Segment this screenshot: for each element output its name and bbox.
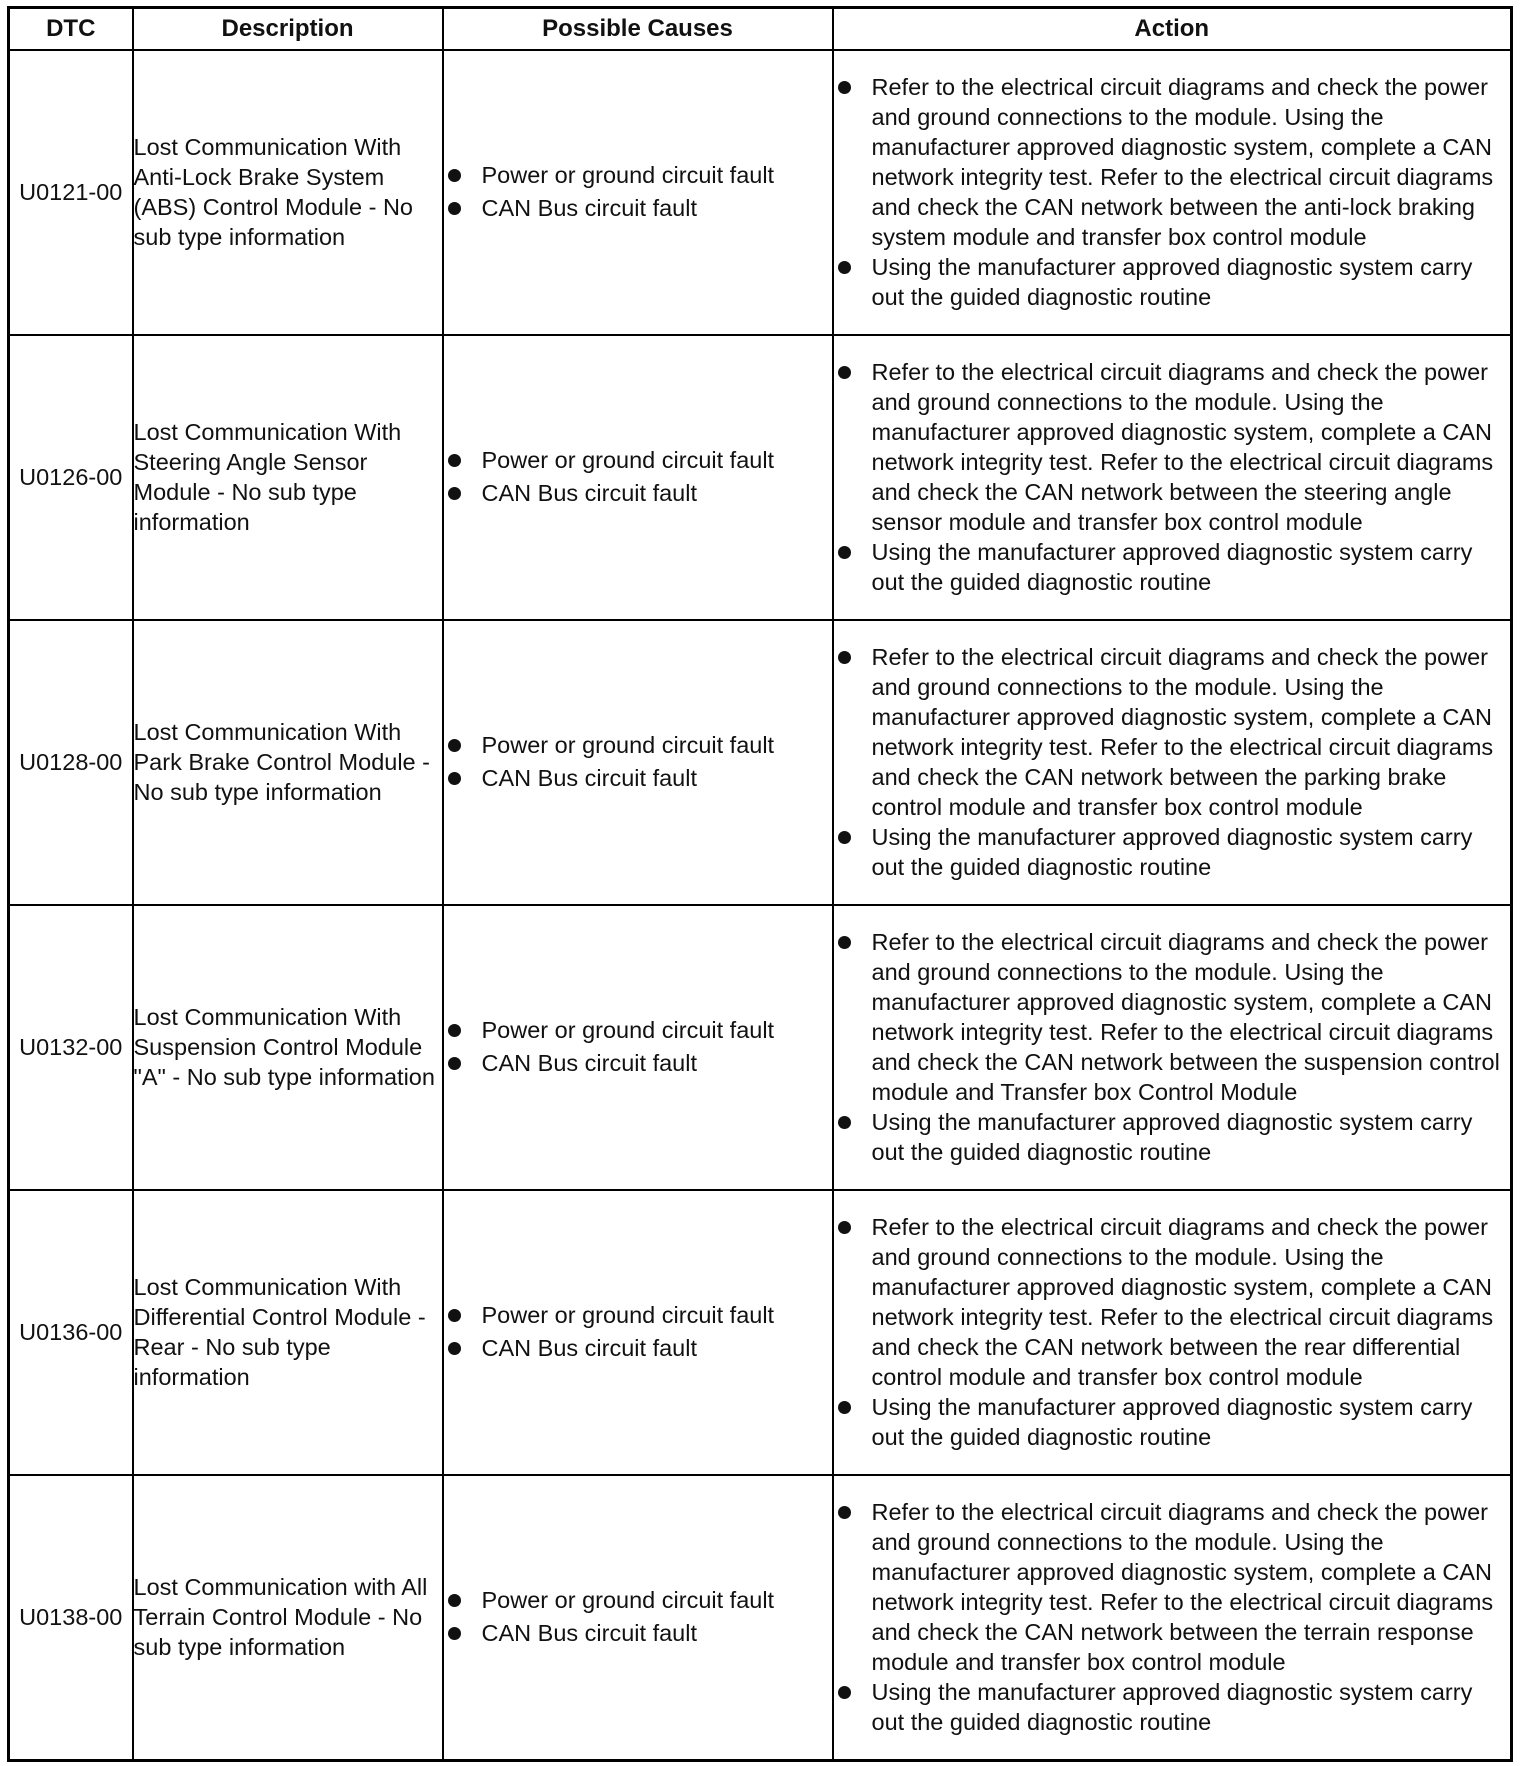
cause-item: CAN Bus circuit fault (444, 477, 832, 510)
dtc-description: Lost Communication With Park Brake Control Module - No sub type information (133, 620, 443, 905)
action-item: Refer to the electrical circuit diagrams and check the power and ground connections to the module. Using the manufacturer approved diagnostic system, complete a CAN network integrity test. Refer to the electrical circuit diagrams and check the CAN network between the terrain response module and transfer box control module (834, 1497, 1511, 1677)
action-item: Using the manufacturer approved diagnostic system carry out the guided diagnostic routine (834, 1107, 1511, 1167)
possible-causes-cell (443, 1475, 833, 1761)
action-item: Using the manufacturer approved diagnostic system carry out the guided diagnostic routine (834, 1677, 1511, 1737)
dtc-table (7, 6, 1513, 1762)
cause-item: CAN Bus circuit fault (444, 192, 832, 225)
dtc-code: U0136-00 (9, 1190, 133, 1475)
possible-causes-cell (443, 620, 833, 905)
possible-causes-cell (443, 50, 833, 335)
action-item: Using the manufacturer approved diagnostic system carry out the guided diagnostic routine (834, 252, 1511, 312)
cause-item: CAN Bus circuit fault (444, 1047, 832, 1080)
cause-item: Power or ground circuit fault (444, 1584, 832, 1617)
header-action: Action (833, 8, 1512, 51)
dtc-code: U0132-00 (9, 905, 133, 1190)
action-item: Refer to the electrical circuit diagrams and check the power and ground connections to the module. Using the manufacturer approved diagnostic system, complete a CAN network integrity test. Refer to the electrical circuit diagrams and check the CAN network between the parking brake control module and transfer box control module (834, 642, 1511, 822)
dtc-code: U0128-00 (9, 620, 133, 905)
dtc-description: Lost Communication with All Terrain Control Module - No sub type information (133, 1475, 443, 1761)
table-row (9, 620, 1512, 905)
action-cell (833, 50, 1512, 335)
table-row (9, 1475, 1512, 1761)
cause-item: Power or ground circuit fault (444, 1014, 832, 1047)
header-row (9, 8, 1512, 51)
cause-item: CAN Bus circuit fault (444, 762, 832, 795)
table-row (9, 50, 1512, 335)
action-cell (833, 905, 1512, 1190)
action-item: Using the manufacturer approved diagnostic system carry out the guided diagnostic routine (834, 822, 1511, 882)
dtc-code: U0121-00 (9, 50, 133, 335)
cause-item: Power or ground circuit fault (444, 444, 832, 477)
table-row (9, 905, 1512, 1190)
action-item: Using the manufacturer approved diagnostic system carry out the guided diagnostic routine (834, 537, 1511, 597)
dtc-code: U0126-00 (9, 335, 133, 620)
possible-causes-cell (443, 905, 833, 1190)
possible-causes-cell (443, 1190, 833, 1475)
header-dtc: DTC (9, 8, 133, 51)
table-row (9, 1190, 1512, 1475)
cause-item: Power or ground circuit fault (444, 1299, 832, 1332)
action-cell (833, 1475, 1512, 1761)
action-item: Refer to the electrical circuit diagrams and check the power and ground connections to the module. Using the manufacturer approved diagnostic system, complete a CAN network integrity test. Refer to the electrical circuit diagrams and check the CAN network between the rear differential control module and transfer box control module (834, 1212, 1511, 1392)
action-item: Refer to the electrical circuit diagrams and check the power and ground connections to the module. Using the manufacturer approved diagnostic system, complete a CAN network integrity test. Refer to the electrical circuit diagrams and check the CAN network between the steering angle sensor module and transfer box control module (834, 357, 1511, 537)
table-row (9, 335, 1512, 620)
dtc-document (7, 6, 1510, 1762)
possible-causes-cell (443, 335, 833, 620)
cause-item: Power or ground circuit fault (444, 729, 832, 762)
dtc-description: Lost Communication With Differential Control Module - Rear - No sub type information (133, 1190, 443, 1475)
dtc-description: Lost Communication With Suspension Control Module "A" - No sub type information (133, 905, 443, 1190)
header-description: Description (133, 8, 443, 51)
header-possible-causes: Possible Causes (443, 8, 833, 51)
action-cell (833, 620, 1512, 905)
cause-item: Power or ground circuit fault (444, 159, 832, 192)
cause-item: CAN Bus circuit fault (444, 1332, 832, 1365)
action-item: Using the manufacturer approved diagnostic system carry out the guided diagnostic routine (834, 1392, 1511, 1452)
action-cell (833, 1190, 1512, 1475)
cause-item: CAN Bus circuit fault (444, 1617, 832, 1650)
action-item: Refer to the electrical circuit diagrams and check the power and ground connections to the module. Using the manufacturer approved diagnostic system, complete a CAN network integrity test. Refer to the electrical circuit diagrams and check the CAN network between the anti-lock braking system module and transfer box control module (834, 72, 1511, 252)
action-item: Refer to the electrical circuit diagrams and check the power and ground connections to the module. Using the manufacturer approved diagnostic system, complete a CAN network integrity test. Refer to the electrical circuit diagrams and check the CAN network between the suspension control module and Transfer box Control Module (834, 927, 1511, 1107)
dtc-code: U0138-00 (9, 1475, 133, 1761)
dtc-description: Lost Communication With Anti-Lock Brake System (ABS) Control Module - No sub type information (133, 50, 443, 335)
dtc-description: Lost Communication With Steering Angle Sensor Module - No sub type information (133, 335, 443, 620)
action-cell (833, 335, 1512, 620)
